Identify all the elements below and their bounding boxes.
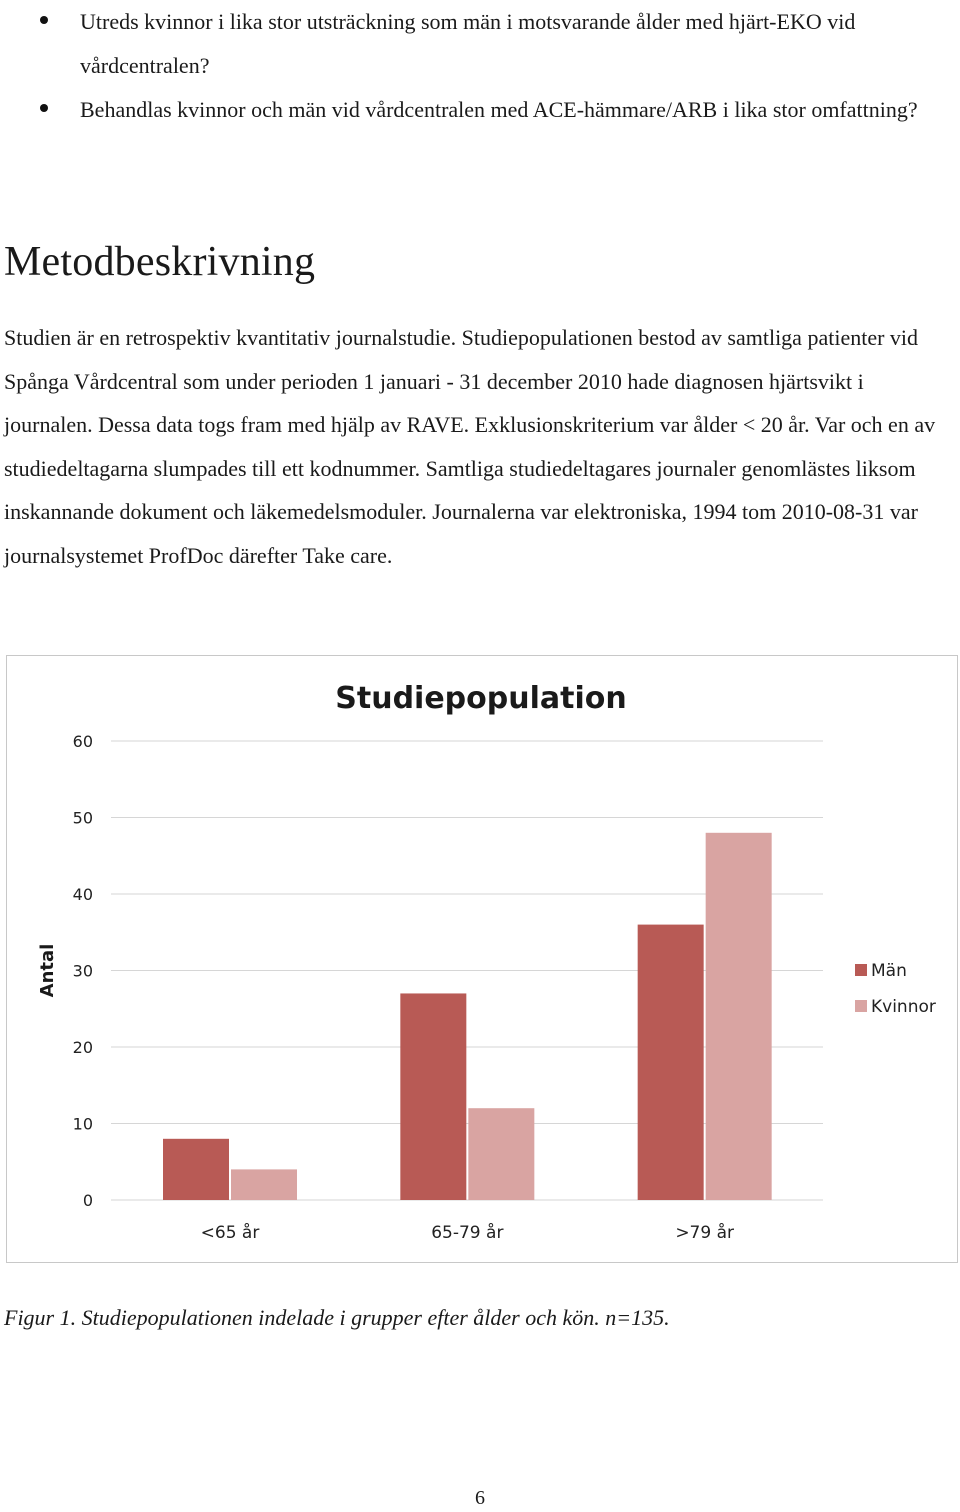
- x-tick-label: <65 år: [200, 1223, 260, 1243]
- y-axis-label: Antal: [37, 943, 58, 998]
- y-tick-label: 30: [72, 961, 93, 981]
- bar-män: [163, 1139, 229, 1200]
- question-list: [0, 0, 960, 132]
- legend-swatch: [855, 964, 867, 976]
- question-item: Utreds kvinnor i lika stor utsträckning som män i motsvarande ålder med hjärt-EKO vid vårdcentralen?: [0, 0, 960, 88]
- legend-label: Kvinnor: [871, 997, 936, 1017]
- bar-kvinnor: [468, 1108, 534, 1200]
- figure-caption: Figur 1. Studiepopulationen indelade i grupper efter ålder och kön. n=135.: [4, 1305, 670, 1330]
- bar-kvinnor: [706, 833, 772, 1200]
- page-number: 6: [475, 1487, 485, 1509]
- y-tick-label: 50: [72, 808, 93, 828]
- y-tick-label: 40: [72, 885, 93, 904]
- x-tick-label: 65-79 år: [431, 1223, 504, 1243]
- section-heading: Metodbeskrivning: [4, 239, 316, 285]
- y-tick-label: 60: [72, 732, 93, 751]
- question-item: Behandlas kvinnor och män vid vårdcentralen med ACE-hämmare/ARB i lika stor omfattning?: [0, 88, 960, 132]
- x-tick-label: >79 år: [675, 1223, 735, 1243]
- method-paragraph: Studien är en retrospektiv kvantitativ journalstudie. Studiepopulationen bestod av samtliga patienter vid Spånga Vårdcentral som under perioden 1 januari - 31 december 2010 hade diagnosen hjärtsvikt i journalen. Dessa data togs fram med hjälp av RAVE. Exklusionskriterium var ålder < 20 år. Var och en av studiedeltagarna slumpades till ett kodnummer. Samtliga studiedeltagares journaler genomlästes liksom inskannande dokument och läkemedelsmoduler. Journalerna var elektroniska, 1994 tom 2010-08-31 var journalsystemet ProfDoc därefter Take care.: [4, 325, 936, 568]
- chart-title: Studiepopulation: [335, 681, 627, 716]
- bar-män: [638, 925, 704, 1200]
- bar-män: [400, 993, 466, 1200]
- y-tick-label: 0: [82, 1191, 93, 1210]
- bar-chart: [7, 656, 957, 1262]
- chart-frame: [6, 655, 958, 1263]
- legend-swatch: [855, 1000, 867, 1012]
- legend-label: Män: [871, 961, 907, 981]
- y-tick-label: 20: [72, 1038, 93, 1057]
- y-tick-label: 10: [72, 1114, 93, 1134]
- bar-kvinnor: [231, 1169, 297, 1200]
